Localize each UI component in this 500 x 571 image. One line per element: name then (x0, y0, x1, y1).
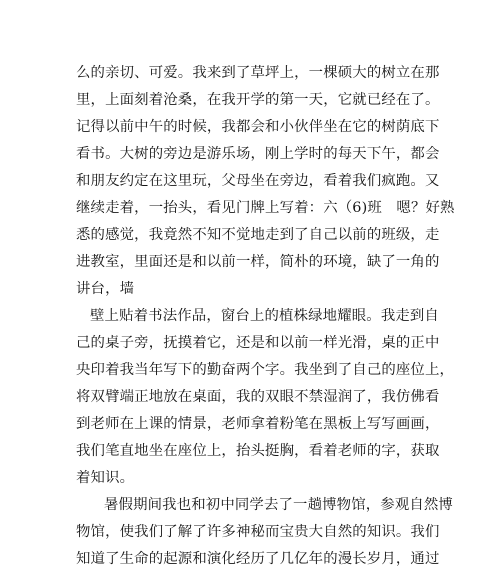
text-line: 悉的感觉，我竟然不知不觉地走到了自己以前的班级，走 (76, 227, 440, 243)
text-line: 己的桌子旁，抚摸着它，还是和以前一样光滑，桌的正中 (76, 335, 440, 351)
text-line: 着知识。 (76, 470, 135, 486)
text-line: 记得以前中午的时候，我都会和小伙伴坐在它的树荫底下 (76, 119, 440, 135)
text-line: 么的亲切、可爱。我来到了草坪上，一棵硕大的树立在那 (76, 65, 440, 81)
text-line: 和朋友约定在这里玩，父母坐在旁边，看着我们疯跑。又 (76, 173, 440, 189)
text-line: 我们笔直地坐在座位上，抬头挺胸，看着老师的字，获取 (76, 443, 440, 459)
text-line: 里，上面刻着沧桑，在我开学的第一天，它就已经在了。 (76, 92, 440, 108)
text-line: 继续走着，一抬头，看见门牌上写着：六（6)班 嗯？好熟 (76, 200, 455, 216)
text-line: 央印着我当年写下的勤奋两个字。我坐到了自己的座位上， (76, 362, 455, 378)
text-line: 讲台，墙 (76, 281, 135, 297)
text-line: 到老师在上课的情景，老师拿着粉笔在黑板上写写画画， (76, 416, 440, 432)
text-line: 将双臂端正地放在桌面，我的双眼不禁湿润了，我仿佛看 (76, 389, 440, 405)
text-line: 看书。大树的旁边是游乐场，刚上学时的每天下午，都会 (76, 146, 440, 162)
paragraph-start-line: 暑假期间我也和初中同学去了一趟博物馆，参观自然博 (104, 497, 453, 513)
paragraph-start-line: 壁上贴着书法作品，窗台上的植株绿地耀眼。我走到自 (90, 308, 439, 324)
text-line: 知道了生命的起源和演化经历了几亿年的漫长岁月，通过 (76, 551, 440, 567)
text-line: 物馆，使我们了解了许多神秘而宝贵大自然的知识。我们 (76, 524, 440, 540)
text-line: 进教室，里面还是和以前一样，简朴的环境，缺了一角的 (76, 254, 440, 270)
